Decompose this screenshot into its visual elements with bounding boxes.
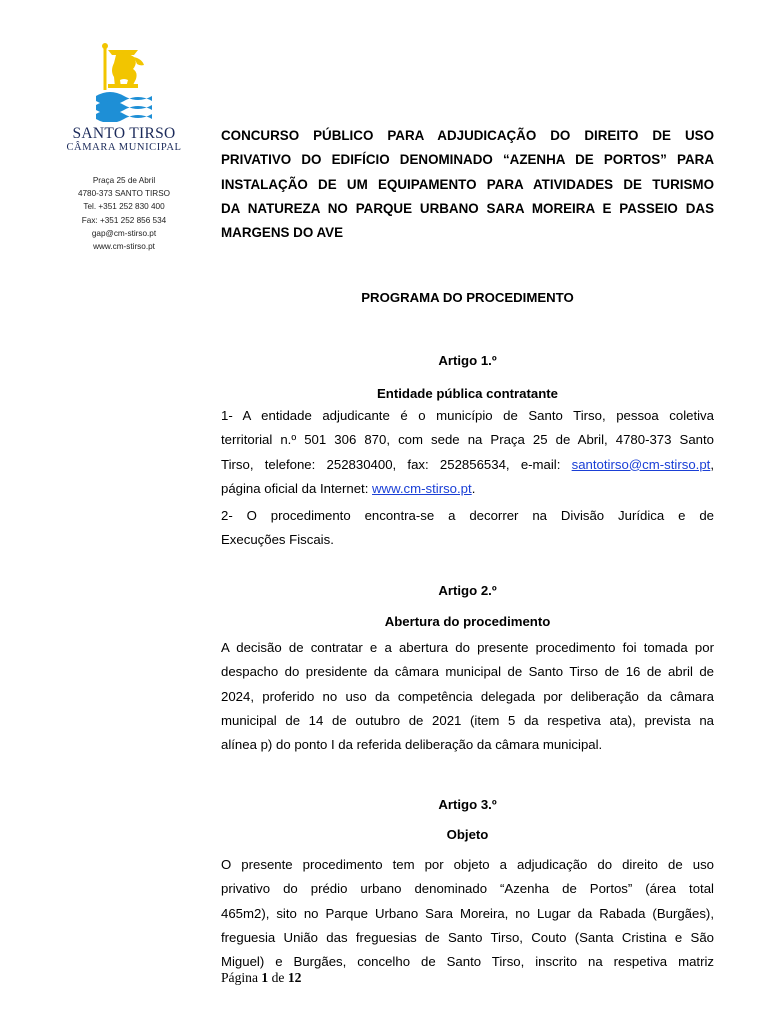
article-1-paragraph-2	[221, 504, 714, 553]
text-fragment: .	[471, 480, 476, 496]
article-2-paragraph	[221, 636, 714, 757]
text-line	[221, 453, 714, 477]
title-line: CONCURSO PÚBLICO PARA ADJUDICAÇÃO DO DIREITO DE USO	[221, 128, 714, 143]
text-fragment: página oficial da Internet:	[221, 480, 373, 496]
document-title	[221, 124, 714, 245]
text-line: Miguel) e Burgães, concelho de Santo Tirso, inscrito na respetiva matriz	[221, 954, 714, 970]
text-line	[221, 477, 714, 501]
address-line-2: 4780-373 SANTO TIRSO	[77, 189, 171, 199]
text-line: despacho do presidente da câmara municipal de Santo Tirso de 16 de abril de	[221, 664, 714, 680]
website-line: www.cm-stirso.pt	[93, 242, 155, 252]
text-line: alínea p) do ponto I da referida deliberação da câmara municipal.	[221, 737, 603, 753]
page-number: 1	[261, 970, 269, 985]
article-2-number: Artigo 2.º	[438, 583, 497, 598]
text-line: 2- O procedimento encontra-se a decorrer na Divisão Jurídica e de	[221, 508, 714, 523]
article-1-title: Entidade pública contratante	[377, 386, 558, 401]
letterhead	[58, 40, 190, 253]
text-line: territorial n.º 501 306 870, com sede na Praça 25 de Abril, 4780-373 Santo	[221, 432, 714, 448]
text-line: 1- A entidade adjudicante é o município de Santo Tirso, pessoa coletiva	[221, 408, 714, 423]
website-link[interactable]: www.cm-stirso.pt	[372, 480, 472, 496]
title-line: PRIVATIVO DO EDIFÍCIO DENOMINADO “AZENHA DE PORTOS” PARA	[221, 152, 714, 168]
text-line: 465m2), sito no Parque Urbano Sara Moreira, no Lugar da Rabada (Burgães),	[221, 905, 714, 921]
text-line: privativo do prédio urbano denominado “Azenha de Portos” (área total	[221, 881, 714, 897]
article-3-number: Artigo 3.º	[438, 797, 497, 812]
text-line: municipal de 14 de outubro de 2021 (item 5 da respetiva ata), prevista na	[221, 712, 714, 728]
of-word: de	[271, 970, 285, 985]
article-2-title: Abertura do procedimento	[384, 614, 551, 629]
title-line: DA NATUREZA NO PARQUE URBANO SARA MOREIRA E PASSEIO DAS	[221, 200, 714, 216]
santo-tirso-logo	[94, 40, 154, 122]
text-line: O presente procedimento tem por objeto a adjudicação do direito de uso	[221, 857, 714, 872]
article-1-number: Artigo 1.º	[438, 353, 497, 368]
text-line: A decisão de contratar e a abertura do presente procedimento foi tomada por	[221, 640, 714, 655]
text-line: freguesia União das freguesias de Santo Tirso, Couto (Santa Cristina e São	[221, 929, 714, 945]
address-line-1: Praça 25 de Abril	[92, 176, 156, 185]
title-line: MARGENS DO AVE	[221, 225, 344, 241]
org-subtitle: CÂMARA MUNICIPAL	[66, 142, 182, 153]
org-name: SANTO TIRSO	[72, 125, 176, 142]
title-line: INSTALAÇÃO DE UM EQUIPAMENTO PARA ATIVIDADES DE TURISMO	[221, 176, 714, 192]
text-line: Execuções Fiscais.	[221, 532, 334, 548]
program-heading: PROGRAMA DO PROCEDIMENTO	[361, 290, 574, 305]
email-line: gap@cm-stirso.pt	[91, 228, 157, 238]
text-line: 2024, proferido no uso da competência delegada por deliberação da câmara	[221, 688, 714, 704]
article-1-paragraph-1	[221, 404, 714, 501]
phone-line: Tel. +351 252 830 400	[83, 202, 165, 212]
page-footer	[221, 970, 301, 986]
article-3-paragraph	[221, 853, 714, 974]
page-total: 12	[287, 970, 302, 985]
article-3-title: Objeto	[446, 827, 489, 842]
fax-line: Fax: +351 252 856 534	[81, 215, 167, 225]
document-body	[221, 124, 714, 970]
contact-block	[58, 174, 190, 253]
email-link[interactable]: santotirso@cm-stirso.pt	[571, 456, 711, 472]
page-word: Página	[221, 970, 258, 985]
text-fragment: ,	[710, 456, 714, 472]
text-fragment: Tirso, telefone: 252830400, fax: 252856534, e-mail:	[221, 456, 572, 472]
